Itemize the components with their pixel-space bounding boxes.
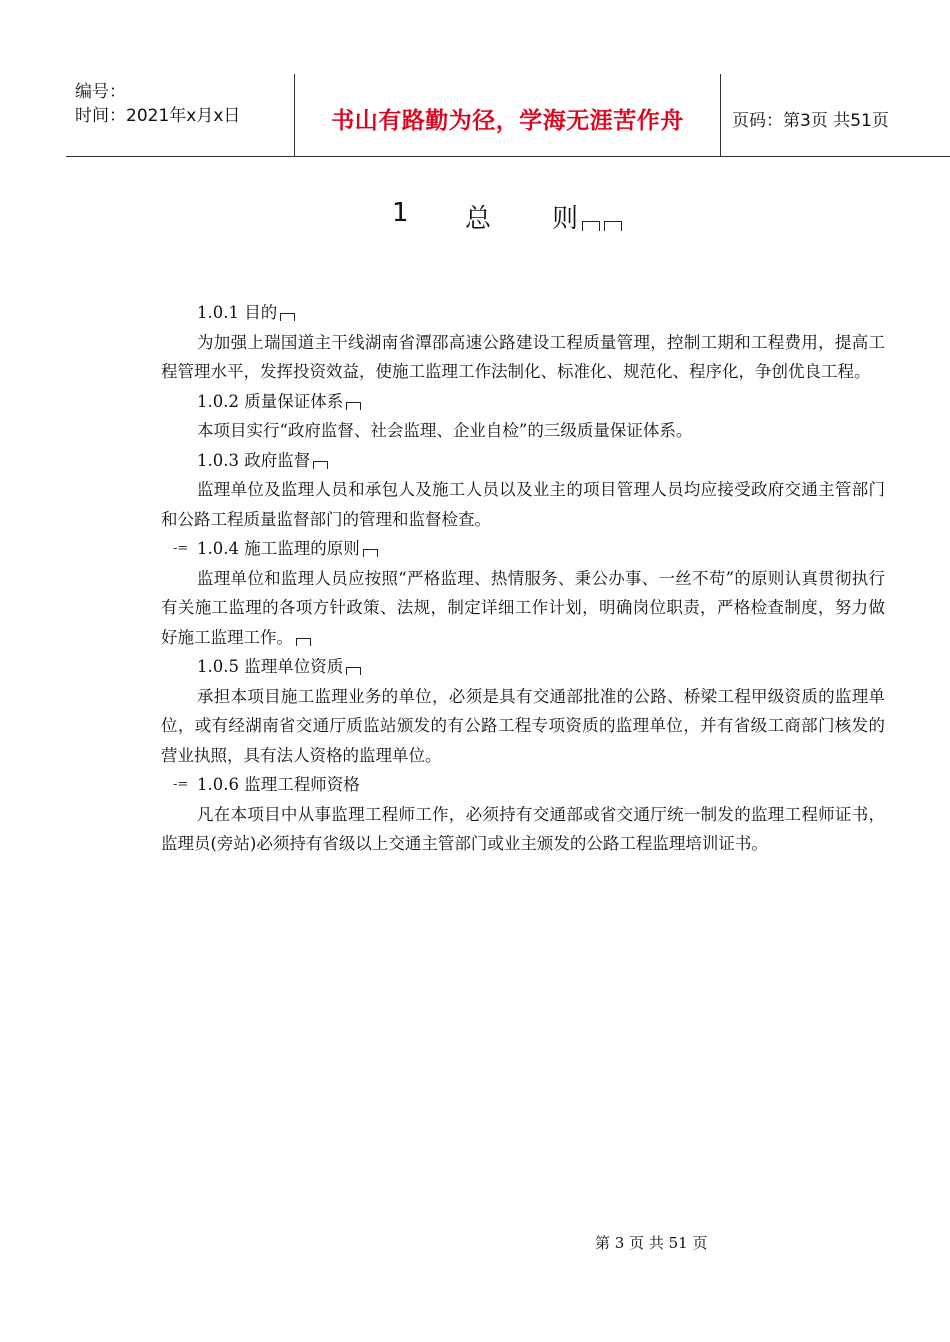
section-heading-text: 1.0.5 监理单位资质 bbox=[197, 657, 344, 676]
section-heading-text: 1.0.6 监理工程师资格 bbox=[197, 775, 360, 794]
section-heading bbox=[161, 770, 885, 800]
body-paragraph bbox=[161, 682, 885, 771]
section-heading bbox=[161, 446, 885, 476]
paragraph-mark bbox=[363, 549, 378, 557]
chapter-title-end bbox=[552, 198, 622, 235]
paragraph-text: 为加强上瑞国道主干线湖南省潭邵高速公路建设工程质量管理，控制工期和工程费用，提高工程管理水平，发挥投资效益，使施工监理工作法制化、标准化、规范化、程序化，争创优良工程。 bbox=[161, 332, 885, 381]
paragraph-text: 监理单位及监理人员和承包人及施工人员以及业主的项目管理人员均应接受政府交通主管部门和公路工程质量监督部门的管理和监督检查。 bbox=[161, 480, 885, 529]
number-label: 编号： bbox=[75, 82, 126, 102]
section-heading-text: 1.0.4 施工监理的原则 bbox=[197, 539, 360, 558]
body-paragraph bbox=[161, 564, 885, 653]
list-marker: -= bbox=[173, 777, 189, 792]
paragraph-mark bbox=[313, 461, 328, 469]
paragraph-mark bbox=[296, 638, 311, 646]
header-meta bbox=[75, 80, 240, 128]
section-heading bbox=[161, 652, 885, 682]
paragraph-mark bbox=[280, 313, 295, 321]
paragraph-mark bbox=[582, 221, 600, 231]
chapter-title-char: 总 bbox=[465, 204, 492, 234]
section-heading bbox=[161, 534, 885, 564]
paragraph-text: 承担本项目施工监理业务的单位，必须是具有交通部批准的公路、桥梁工程甲级资质的监理单位，或有经湖南省交通厅质监站颁发的有公路工程专项资质的监理单位，并有省级工商部门核发的营业执照，具有法人资格的监理单位。 bbox=[161, 686, 885, 765]
section-heading-text: 1.0.1 目的 bbox=[197, 303, 278, 322]
header-motto: 书山有路勤为径，学海无涯苦作舟 bbox=[331, 108, 684, 134]
body-paragraph bbox=[161, 416, 885, 446]
document-header bbox=[66, 74, 950, 157]
paragraph-text: 凡在本项目中从事监理工程师工作，必须持有交通部或省交通厅统一制发的监理工程师证书，监理员(旁站)必须持有省级以上交通主管部门或业主颁发的公路工程监理培训证书。 bbox=[161, 804, 885, 853]
section-heading-text: 1.0.3 政府监督 bbox=[197, 450, 311, 470]
section-heading bbox=[161, 298, 885, 328]
header-divider bbox=[720, 74, 721, 156]
chapter-title bbox=[0, 198, 950, 238]
time-label: 时间：2021年x月x日 bbox=[75, 106, 241, 126]
body-paragraph bbox=[161, 328, 885, 387]
paragraph-text: 监理单位和监理人员应按照“严格监理、热情服务、秉公办事、一丝不苟”的原则认真贯彻执行有关施工监理的各项方针政策、法规，制定详细工作计划，明确岗位职责，严格检查制度，努力做好施工监理工作。 bbox=[161, 568, 885, 647]
paragraph-text: 本项目实行“政府监督、社会监理、企业自检”的三级质量保证体系。 bbox=[197, 421, 693, 440]
section-heading-text: 1.0.2 质量保证体系 bbox=[197, 391, 344, 411]
document-body bbox=[161, 298, 885, 859]
section-heading bbox=[161, 387, 885, 417]
body-paragraph bbox=[161, 800, 885, 859]
paragraph-mark bbox=[346, 667, 361, 675]
paragraph-mark bbox=[346, 402, 361, 410]
body-paragraph bbox=[161, 475, 885, 534]
paragraph-mark bbox=[604, 221, 622, 231]
chapter-title-char: 则 bbox=[552, 204, 579, 234]
page-footer: 第 3 页 共 51 页 bbox=[595, 1234, 708, 1252]
header-page-info: 页码：第3页 共51页 bbox=[732, 111, 889, 131]
chapter-number: 1 bbox=[392, 198, 409, 228]
list-marker: -= bbox=[173, 541, 189, 556]
